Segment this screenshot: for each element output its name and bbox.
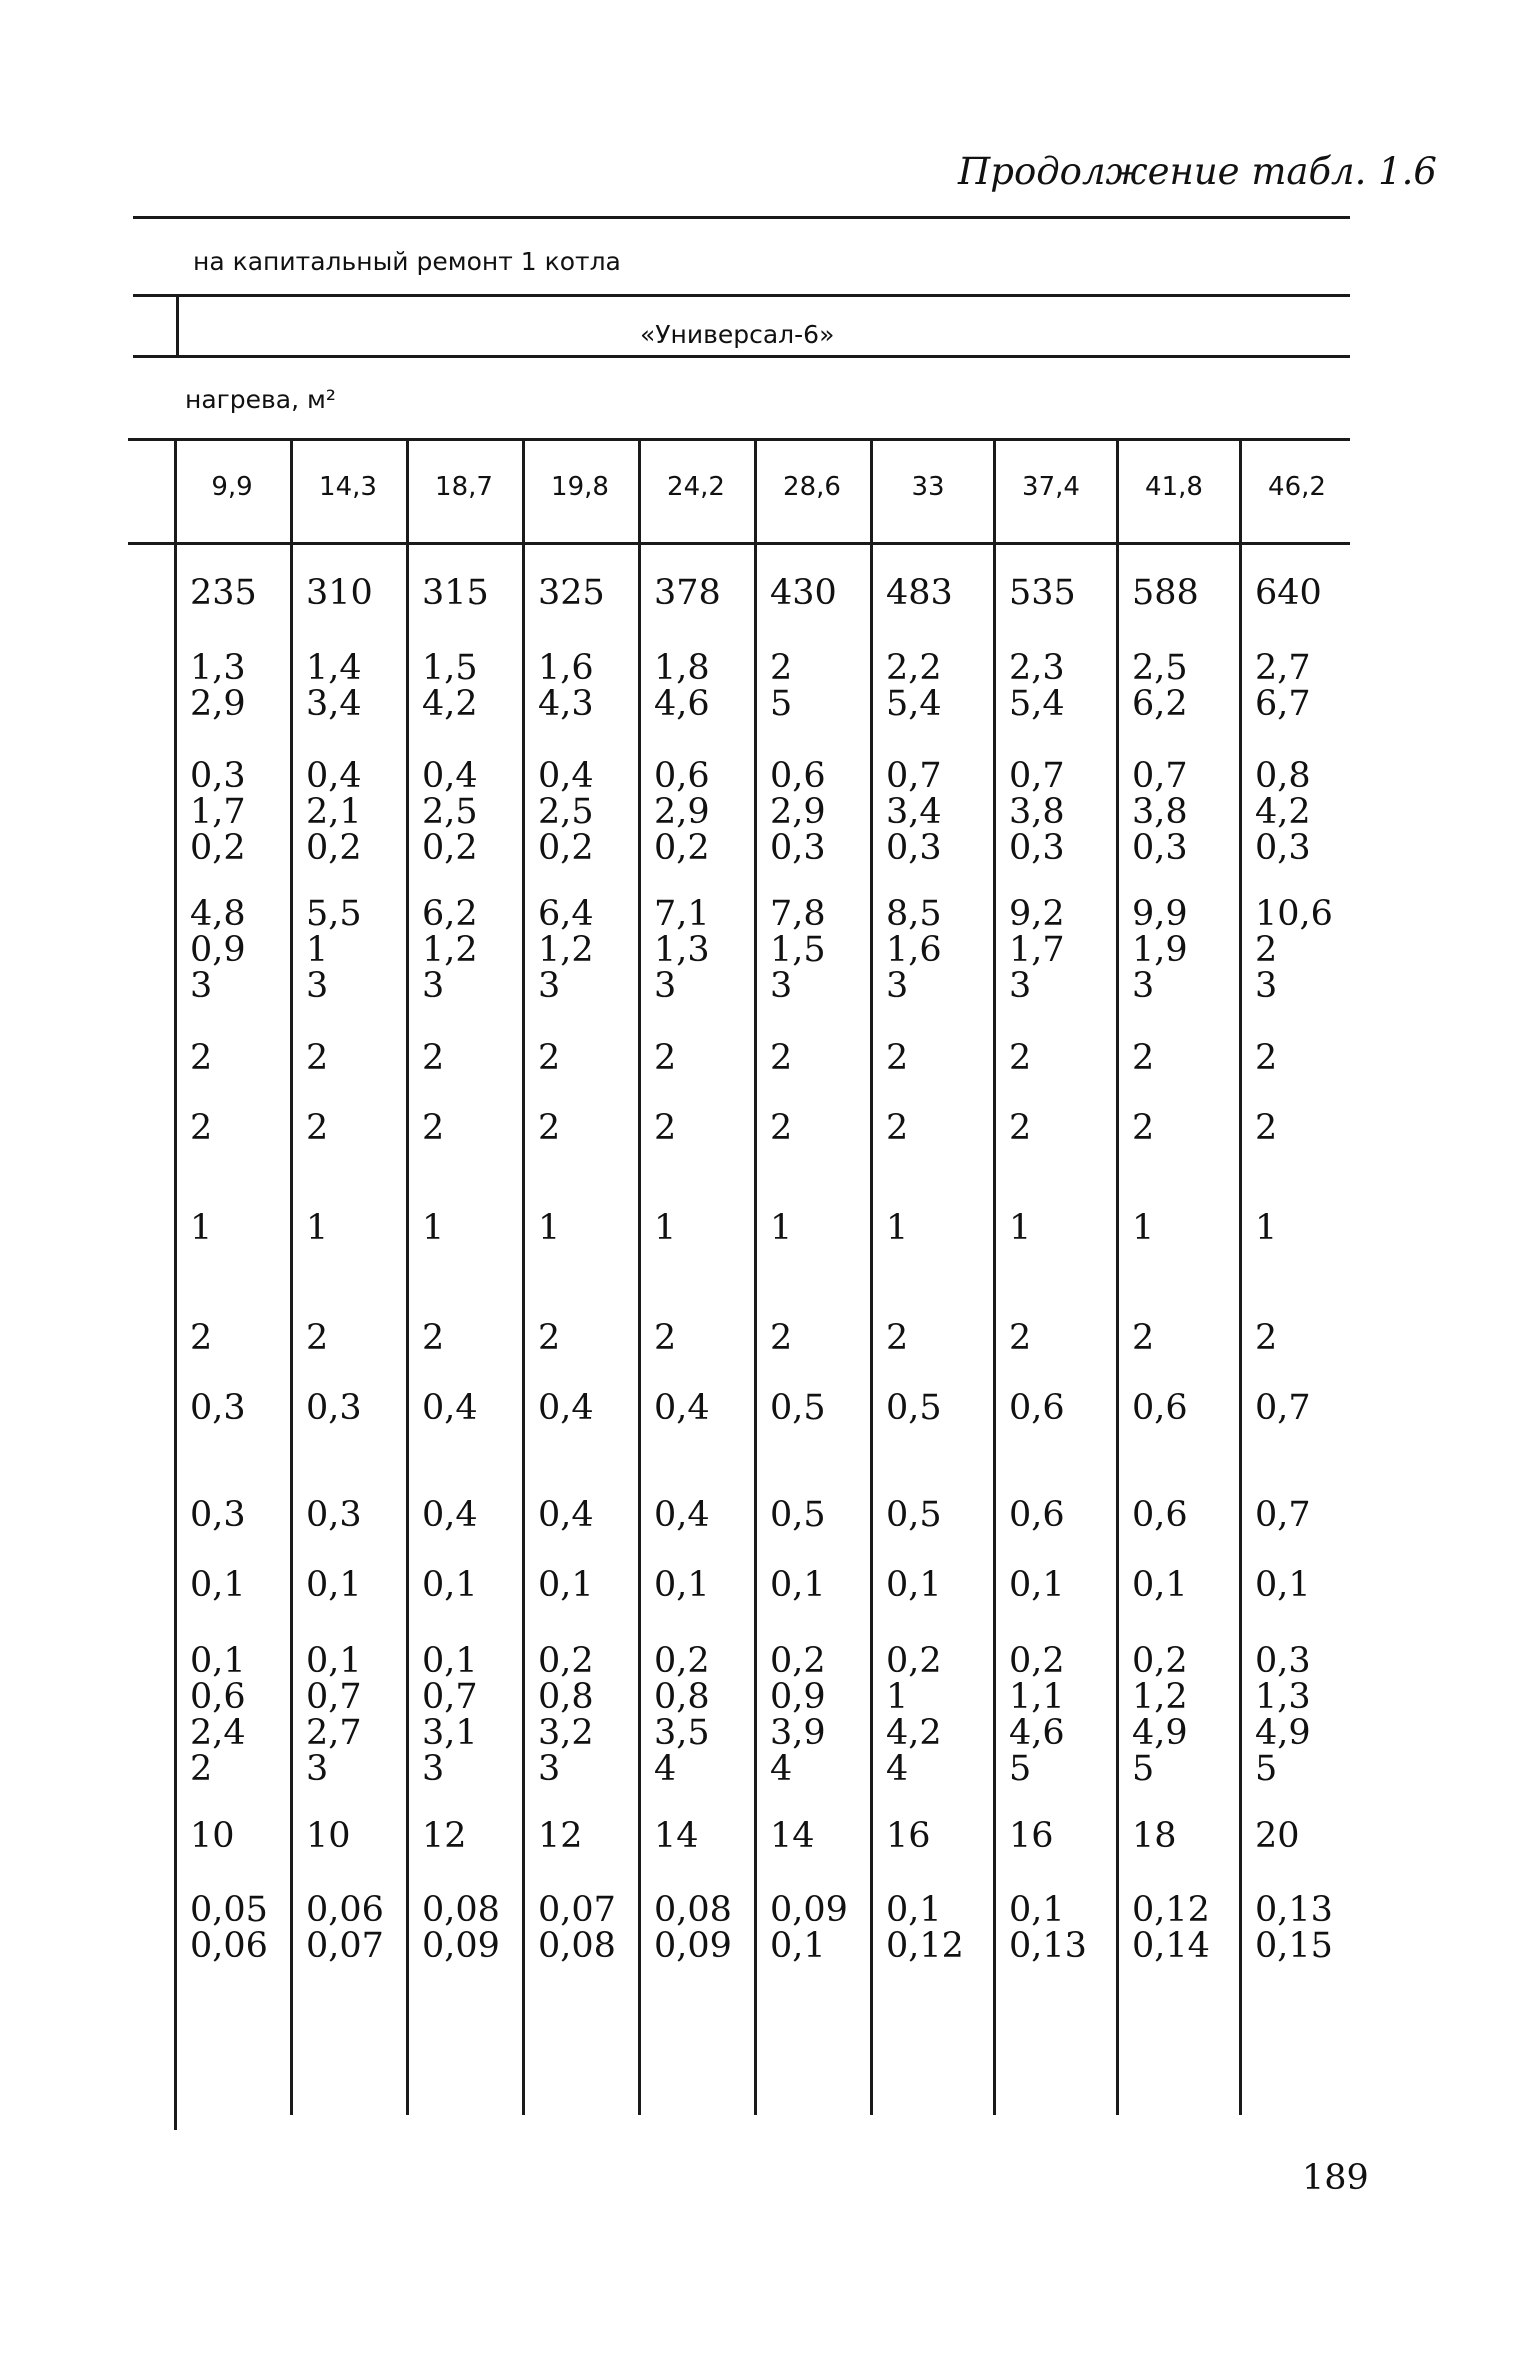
table-cell: 0,1	[1132, 1565, 1188, 1605]
table-cell: 0,6	[1132, 1495, 1188, 1535]
table-cell: 0,1 0,7 3,1 3	[422, 1641, 478, 1789]
table-cell: 0,7 3,4 0,3	[886, 756, 942, 868]
table-cell: 2	[422, 1318, 445, 1358]
table-cell: 1	[770, 1208, 793, 1248]
table-cell: 18	[1132, 1816, 1177, 1856]
table-cell: 2	[1132, 1108, 1155, 1148]
table-cell: 2	[538, 1038, 561, 1078]
table-cell: 0,1 0,13	[1009, 1890, 1087, 1966]
table-cell: 2	[886, 1108, 909, 1148]
header-repair-label: на капитальный ремонт 1 котла	[193, 247, 621, 276]
table-cell: 1	[1132, 1208, 1155, 1248]
table-cell: 2	[886, 1318, 909, 1358]
table-cell: 0,2 0,9 3,9 4	[770, 1641, 826, 1789]
table-cell: 0,1	[770, 1565, 826, 1605]
column-header: 28,6	[783, 472, 841, 502]
table-cell: 2	[886, 1038, 909, 1078]
table-cell: 0,2 1 4,2 4	[886, 1641, 942, 1789]
column-header: 18,7	[435, 472, 493, 502]
table-cell: 2	[306, 1318, 329, 1358]
table-cell: 1,3 2,9	[190, 648, 246, 724]
table-cell: 2,5 6,2	[1132, 648, 1188, 724]
table-cell: 2	[654, 1318, 677, 1358]
table-cell: 2	[538, 1108, 561, 1148]
table-cell: 0,1	[654, 1565, 710, 1605]
rule-3	[133, 355, 1350, 358]
table-cell: 7,8 1,5 3	[770, 894, 826, 1006]
table-cell: 1,6 4,3	[538, 648, 594, 724]
table-cell: 0,2 1,1 4,6 5	[1009, 1641, 1065, 1789]
table-cell: 2	[1132, 1038, 1155, 1078]
table-cell: 0,09 0,1	[770, 1890, 848, 1966]
header-boiler-model: «Универсал-6»	[640, 320, 835, 349]
table-cell: 315	[422, 573, 489, 613]
table-cell: 0,6	[1009, 1495, 1065, 1535]
table-cell: 0,4	[654, 1388, 710, 1428]
table-cell: 0,1 0,6 2,4 2	[190, 1641, 246, 1789]
table-cell: 0,1	[190, 1565, 246, 1605]
table-cell: 2	[306, 1038, 329, 1078]
table-cell: 0,1	[886, 1565, 942, 1605]
table-cell: 0,08 0,09	[422, 1890, 500, 1966]
table-cell: 2	[306, 1108, 329, 1148]
table-cell: 1	[422, 1208, 445, 1248]
column-header: 9,9	[211, 472, 253, 502]
rule-4	[128, 438, 1350, 441]
table-cell: 0,4	[422, 1495, 478, 1535]
column-header: 46,2	[1268, 472, 1326, 502]
table-cell: 2	[770, 1108, 793, 1148]
table-continuation-title: Продолжение табл. 1.6	[958, 150, 1437, 193]
table-cell: 0,6	[1009, 1388, 1065, 1428]
table-cell: 1	[190, 1208, 213, 1248]
table-cell: 1	[654, 1208, 677, 1248]
table-cell: 2	[538, 1318, 561, 1358]
table-cell: 2,7 6,7	[1255, 648, 1311, 724]
table-cell: 0,4 2,5 0,2	[422, 756, 478, 868]
column-header: 19,8	[551, 472, 609, 502]
table-cell: 2	[1255, 1038, 1278, 1078]
table-cell: 4,8 0,9 3	[190, 894, 246, 1006]
table-cell: 0,05 0,06	[190, 1890, 268, 1966]
table-cell: 1	[538, 1208, 561, 1248]
table-cell: 0,06 0,07	[306, 1890, 384, 1966]
table-cell: 0,4	[654, 1495, 710, 1535]
table-cell: 2 5	[770, 648, 793, 724]
table-cell: 235	[190, 573, 257, 613]
table-cell: 2	[1009, 1108, 1032, 1148]
table-cell: 0,4	[538, 1495, 594, 1535]
table-cell: 0,1	[1255, 1565, 1311, 1605]
table-cell: 0,6 2,9 0,2	[654, 756, 710, 868]
table-cell: 0,3 1,3 4,9 5	[1255, 1641, 1311, 1789]
table-cell: 2	[1009, 1318, 1032, 1358]
page-number: 189	[1302, 2158, 1369, 2198]
table-cell: 0,1	[1009, 1565, 1065, 1605]
table-cell: 0,12 0,14	[1132, 1890, 1210, 1966]
table-cell: 0,2 0,8 3,2 3	[538, 1641, 594, 1789]
table-cell: 2	[770, 1318, 793, 1358]
table-cell: 0,5	[770, 1495, 826, 1535]
table-cell: 6,4 1,2 3	[538, 894, 594, 1006]
table-cell: 535	[1009, 573, 1076, 613]
table-cell: 0,4 2,1 0,2	[306, 756, 362, 868]
table-cell: 0,5	[770, 1388, 826, 1428]
table-cell: 2	[770, 1038, 793, 1078]
table-cell: 640	[1255, 573, 1322, 613]
table-cell: 8,5 1,6 3	[886, 894, 942, 1006]
table-cell: 0,3	[190, 1388, 246, 1428]
table-cell: 0,8 4,2 0,3	[1255, 756, 1311, 868]
table-cell: 310	[306, 573, 373, 613]
table-cell: 0,5	[886, 1388, 942, 1428]
table-cell: 2	[422, 1108, 445, 1148]
table-cell: 9,2 1,7 3	[1009, 894, 1065, 1006]
table-cell: 14	[654, 1816, 699, 1856]
rule-header-left	[176, 296, 179, 356]
table-cell: 20	[1255, 1816, 1300, 1856]
table-cell: 0,7 3,8 0,3	[1132, 756, 1188, 868]
rule-top	[133, 216, 1350, 219]
table-cell: 0,1 0,7 2,7 3	[306, 1641, 362, 1789]
table-cell: 12	[538, 1816, 583, 1856]
table-cell: 10,6 2 3	[1255, 894, 1333, 1006]
table-cell: 9,9 1,9 3	[1132, 894, 1188, 1006]
table-cell: 2	[654, 1108, 677, 1148]
table-cell: 2	[1132, 1318, 1155, 1358]
table-cell: 0,1	[306, 1565, 362, 1605]
table-cell: 6,2 1,2 3	[422, 894, 478, 1006]
column-header: 37,4	[1022, 472, 1080, 502]
table-cell: 378	[654, 573, 721, 613]
table-cell: 1	[886, 1208, 909, 1248]
table-cell: 10	[190, 1816, 235, 1856]
table-cell: 0,07 0,08	[538, 1890, 616, 1966]
table-cell: 1	[306, 1208, 329, 1248]
table-cell: 2	[1255, 1108, 1278, 1148]
table-cell: 2	[190, 1318, 213, 1358]
table-cell: 0,3	[306, 1495, 362, 1535]
table-cell: 0,7	[1255, 1495, 1311, 1535]
table-cell: 1	[1009, 1208, 1032, 1248]
column-header: 14,3	[319, 472, 377, 502]
table-cell: 0,5	[886, 1495, 942, 1535]
table-cell: 2	[654, 1038, 677, 1078]
table-cell: 14	[770, 1816, 815, 1856]
table-cell: 0,7 3,8 0,3	[1009, 756, 1065, 868]
table-cell: 0,7	[1255, 1388, 1311, 1428]
column-header: 41,8	[1145, 472, 1203, 502]
table-cell: 16	[886, 1816, 931, 1856]
table-cell: 0,4	[422, 1388, 478, 1428]
table-cell: 0,3	[190, 1495, 246, 1535]
table-cell: 1	[1255, 1208, 1278, 1248]
table-cell: 0,2 1,2 4,9 5	[1132, 1641, 1188, 1789]
table-cell: 0,1 0,12	[886, 1890, 964, 1966]
table-cell: 10	[306, 1816, 351, 1856]
table-cell: 0,4 2,5 0,2	[538, 756, 594, 868]
table-cell: 0,6 2,9 0,3	[770, 756, 826, 868]
table-cell: 0,1	[422, 1565, 478, 1605]
table-cell: 0,13 0,15	[1255, 1890, 1333, 1966]
table-cell: 1,8 4,6	[654, 648, 710, 724]
table-cell: 1,5 4,2	[422, 648, 478, 724]
table-cell: 0,3	[306, 1388, 362, 1428]
table-cell: 2,2 5,4	[886, 648, 942, 724]
table-cell: 0,1	[538, 1565, 594, 1605]
table-cell: 2	[422, 1038, 445, 1078]
table-cell: 0,2 0,8 3,5 4	[654, 1641, 710, 1789]
table-cell: 325	[538, 573, 605, 613]
table-cell: 7,1 1,3 3	[654, 894, 710, 1006]
rule-5	[128, 542, 1350, 545]
table-cell: 0,6	[1132, 1388, 1188, 1428]
table-cell: 0,08 0,09	[654, 1890, 732, 1966]
table-cell: 2	[1009, 1038, 1032, 1078]
table-cell: 588	[1132, 573, 1199, 613]
table-cell: 16	[1009, 1816, 1054, 1856]
table-cell: 430	[770, 573, 837, 613]
table-cell: 2	[1255, 1318, 1278, 1358]
table-cell: 0,4	[538, 1388, 594, 1428]
column-header: 24,2	[667, 472, 725, 502]
header-heating-area: нагрева, м²	[185, 385, 336, 414]
table-cell: 5,5 1 3	[306, 894, 362, 1006]
table-cell: 2,3 5,4	[1009, 648, 1065, 724]
table-cell: 2	[190, 1108, 213, 1148]
table-cell: 12	[422, 1816, 467, 1856]
table-cell: 1,4 3,4	[306, 648, 362, 724]
table-cell: 2	[190, 1038, 213, 1078]
table-cell: 483	[886, 573, 953, 613]
rule-2	[133, 294, 1350, 297]
table-cell: 0,3 1,7 0,2	[190, 756, 246, 868]
column-header: 33	[911, 472, 945, 502]
